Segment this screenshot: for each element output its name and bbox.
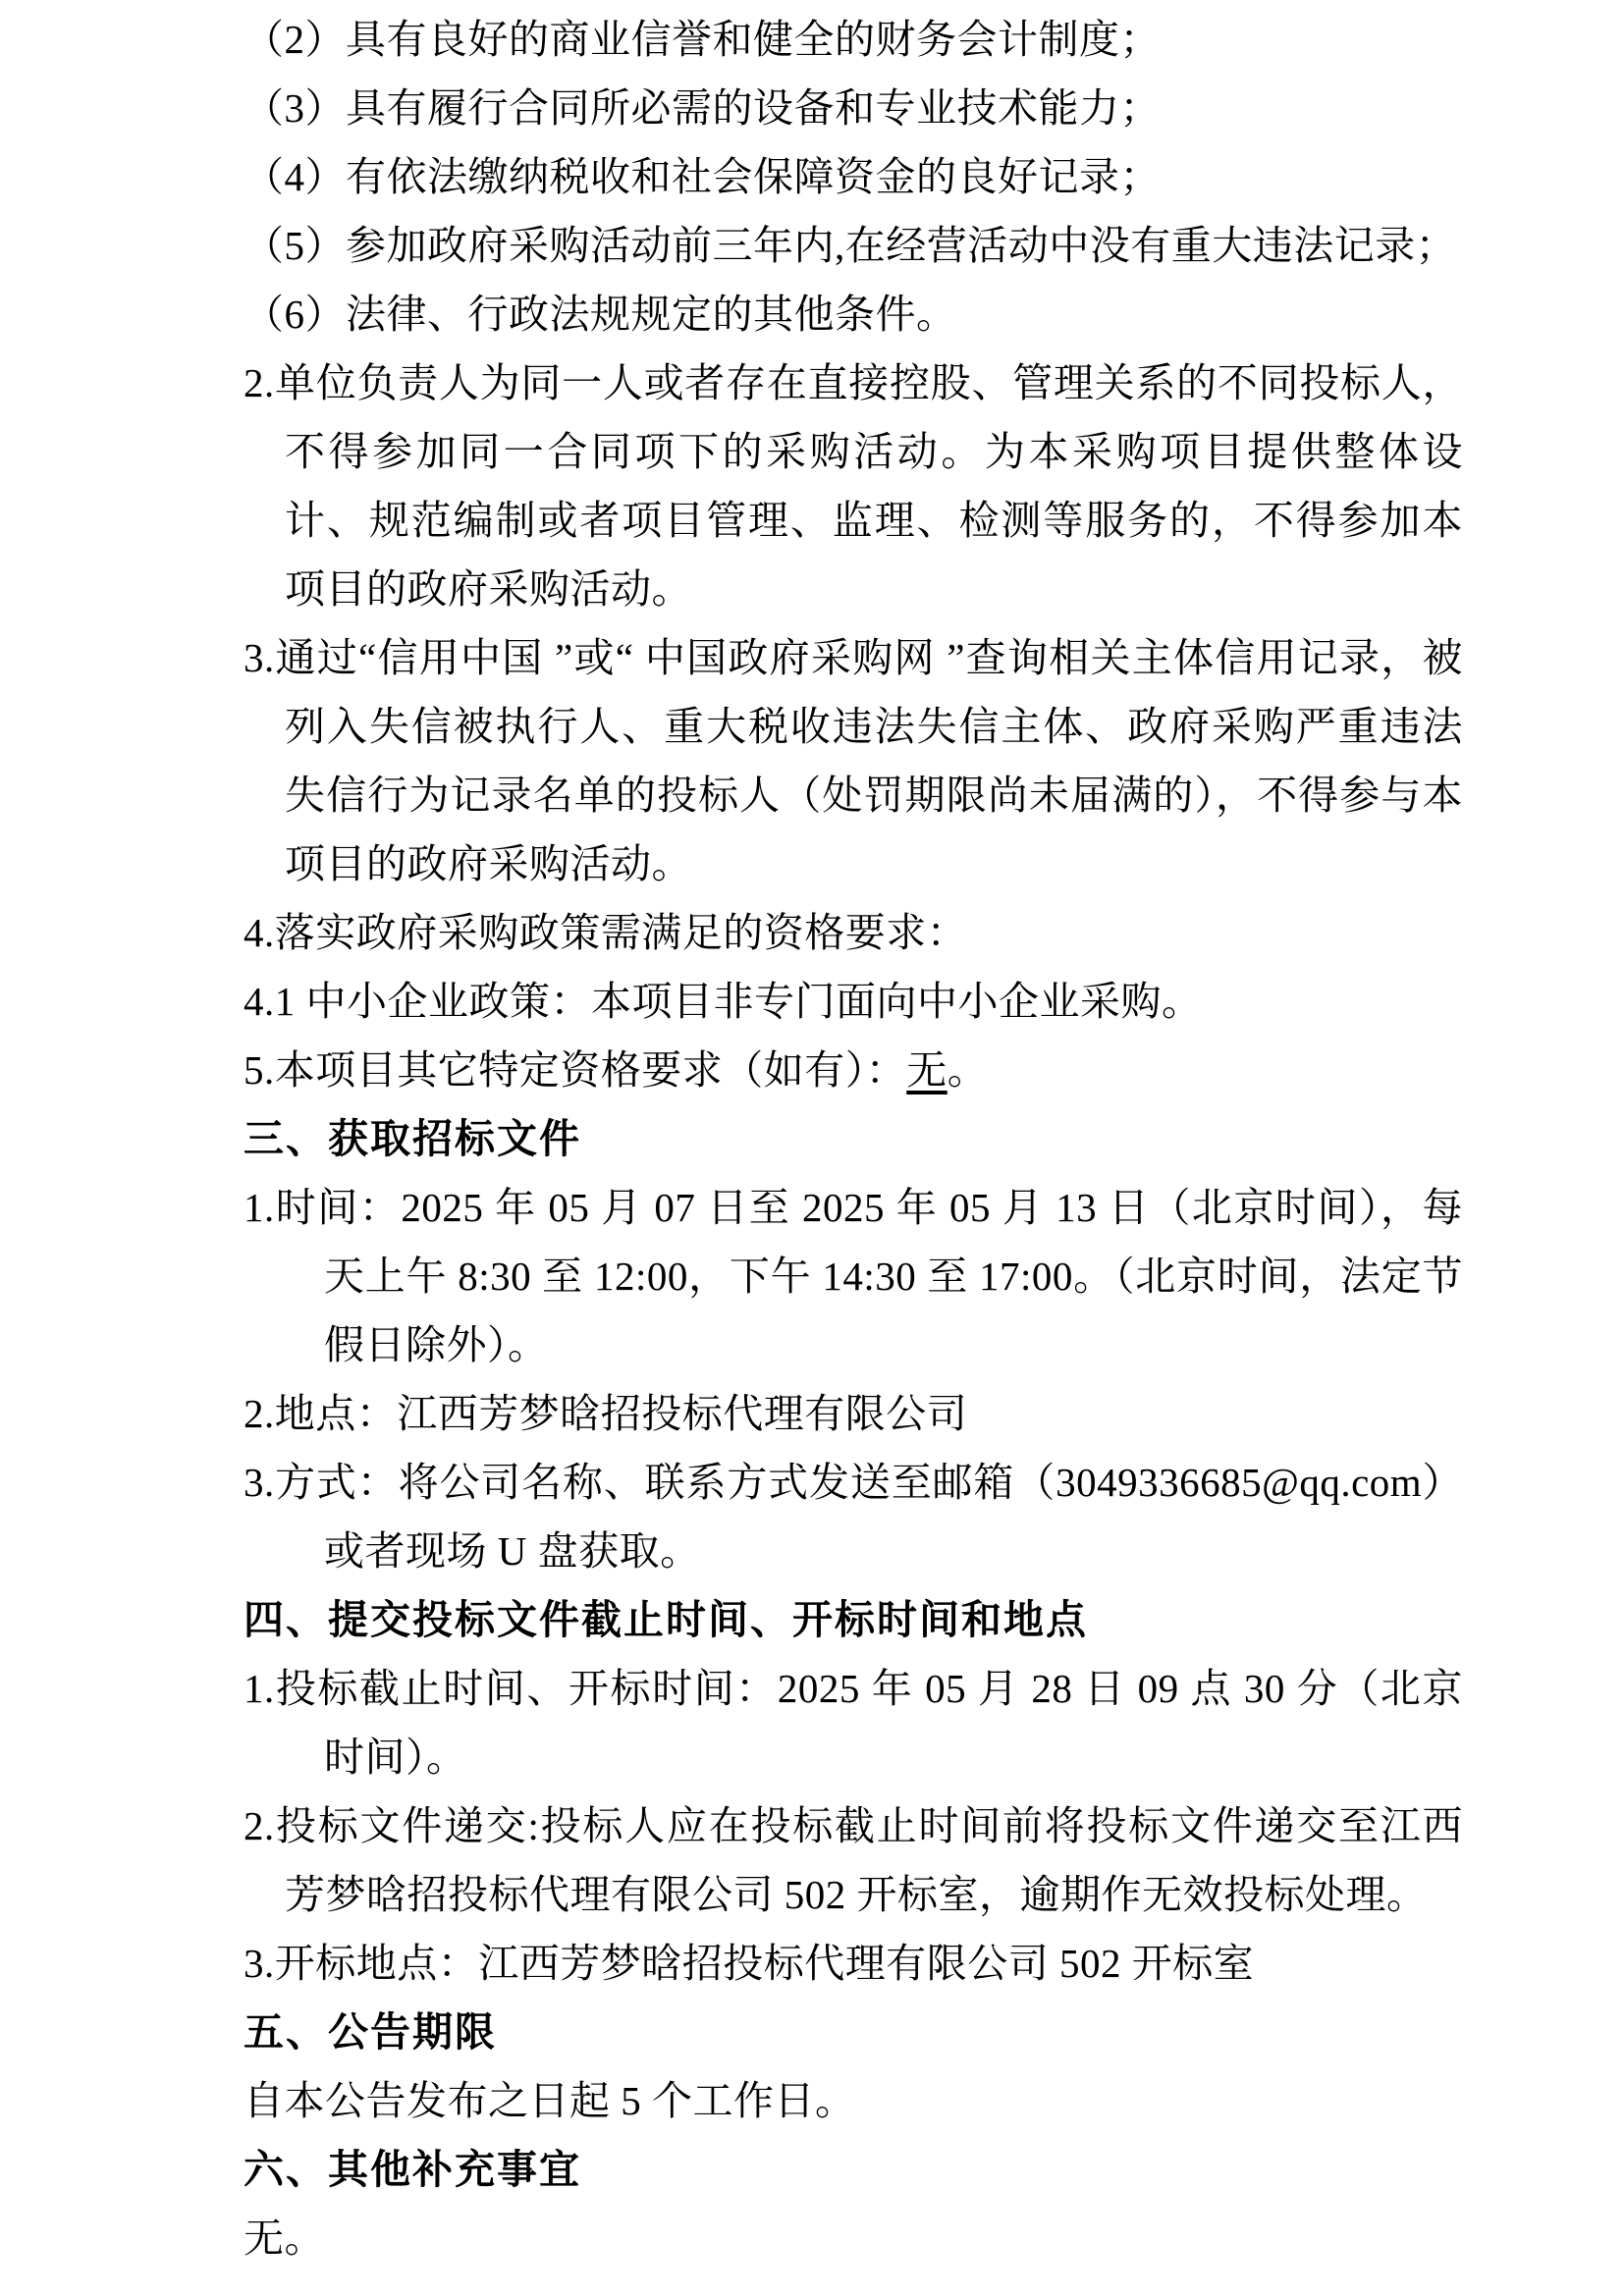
text-run: 2.单位负责人为同一人或者存在直接控股、管理关系的不同投标人，不得参加同一合同项下的采购活动。为本采购项目提供整体设计、规范编制或者项目管理、监理、检测等服务的，不得参加本项目的政府采购活动。 (244, 360, 1463, 612)
qualification-sub-item-2 (244, 5, 1463, 74)
text-run: （2）具有良好的商业信誉和健全的财务会计制度； (244, 17, 1161, 62)
section-4-item-1-deadline (244, 1654, 1463, 1791)
qualification-item-2-affiliation-rule (244, 348, 1463, 623)
qualification-sub-item-3 (244, 74, 1463, 142)
qualification-item-4-policy-requirements (244, 898, 1463, 967)
text-run: 4.1 中小企业政策：本项目非专门面向中小企业采购。 (244, 979, 1203, 1024)
section-3-item-3-method (244, 1448, 1463, 1585)
underlined-text: 无 (906, 1047, 947, 1093)
text-run: （5）参加政府采购活动前三年内,在经营活动中没有重大违法记录； (244, 223, 1457, 268)
section-4-item-2-submission (244, 1791, 1463, 1929)
text-run: 。 (947, 1047, 989, 1093)
qualification-item-3-credit-check (244, 623, 1463, 898)
text-run: 六、其他补充事宜 (244, 2147, 581, 2192)
section-4-heading-bid-deadline (244, 1585, 1463, 1654)
text-run: 2.地点：江西芳梦晗招投标代理有限公司 (244, 1391, 968, 1436)
qualification-sub-item-5 (244, 211, 1463, 280)
section-3-item-2-location (244, 1379, 1463, 1448)
section-6-other-matters-text (244, 2204, 1463, 2272)
text-run: （6）法律、行政法规规定的其他条件。 (244, 292, 957, 337)
text-run: 1.投标截止时间、开标时间：2025 年 05 月 28 日 09 点 30 分（北京时间）。 (244, 1666, 1463, 1780)
section-3-heading-obtain-documents (244, 1104, 1463, 1173)
text-run: 2.投标文件递交:投标人应在投标截止时间前将投标文件递交至江西芳梦晗招投标代理有限公司 502 开标室，逾期作无效投标处理。 (244, 1803, 1463, 1917)
qualification-sub-item-6 (244, 280, 1463, 348)
text-run: （3）具有履行合同所必需的设备和专业技术能力； (244, 85, 1161, 131)
text-run: （4）有依法缴纳税收和社会保障资金的良好记录； (244, 154, 1161, 199)
text-run: 1.时间：2025 年 05 月 07 日至 2025 年 05 月 13 日（北京时间），每天上午 8:30 至 12:00，下午 14:30 至 17:00。（北京时间，法定节假日除外）。 (244, 1185, 1463, 1367)
text-run: 四、提交投标文件截止时间、开标时间和地点 (244, 1597, 1088, 1642)
section-3-item-1-time (244, 1173, 1463, 1379)
qualification-sub-item-4 (244, 142, 1463, 211)
text-run: 无。 (244, 2216, 325, 2261)
qualification-item-4-1-sme-policy (244, 967, 1463, 1036)
text-run: 4.落实政府采购政策需满足的资格要求： (244, 910, 968, 955)
section-5-heading-announcement-period (244, 1998, 1463, 2066)
section-5-announcement-period-text (244, 2066, 1463, 2135)
text-run: 五、公告期限 (244, 2009, 497, 2055)
section-4-item-3-opening-location (244, 1929, 1463, 1998)
text-run: 3.开标地点：江西芳梦晗招投标代理有限公司 502 开标室 (244, 1941, 1255, 1986)
section-6-heading-other-matters (244, 2135, 1463, 2204)
text-run: 3.方式：将公司名称、联系方式发送至邮箱（3049336685@qq.com）或者现场 U 盘获取。 (244, 1460, 1463, 1574)
text-run: 5.本项目其它特定资格要求（如有）： (244, 1047, 907, 1093)
text-run: 三、获取招标文件 (244, 1116, 581, 1161)
text-run: 自本公告发布之日起 5 个工作日。 (244, 2078, 856, 2123)
text-run: 3.通过“信用中国 ”或“ 中国政府采购网 ”查询相关主体信用记录，被列入失信被执行人、重大税收违法失信主体、政府采购严重违法失信行为记录名单的投标人（处罚期限尚未届满的），不得参与本项目的政府采购活动。 (244, 635, 1463, 886)
qualification-item-5-other-requirements (244, 1036, 1463, 1104)
